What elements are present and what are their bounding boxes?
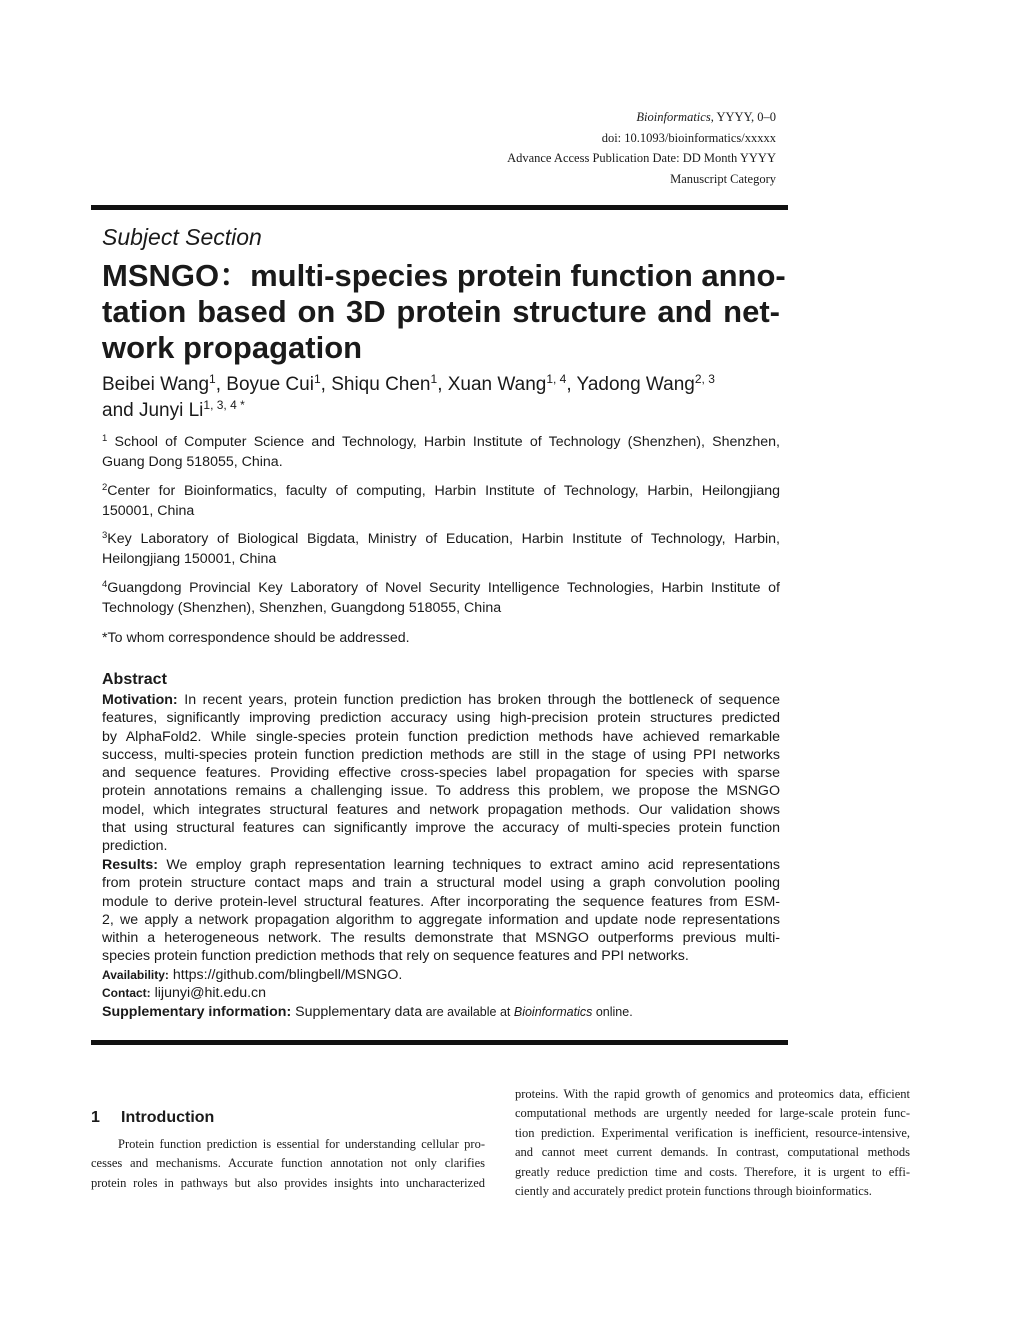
- availability-line: [102, 966, 780, 984]
- abstract-results: [102, 856, 780, 1002]
- author: and Junyi Li: [102, 400, 204, 421]
- affiliation-sup: 3: [102, 530, 108, 541]
- author: , Yadong Wang: [566, 374, 695, 395]
- author-line: [102, 372, 782, 398]
- availability-label: Availability:: [102, 967, 169, 982]
- title-line: tation based on 3D protein structure and net-: [102, 294, 780, 329]
- abstract-line: by AlphaFold2. While single-species protein function prediction methods have achieved remarkable: [102, 728, 780, 745]
- affiliation-line: [102, 432, 780, 452]
- bottom-rule: [91, 1040, 788, 1045]
- body-line: and cannot meet current demands. In contrast, computational methods: [515, 1145, 910, 1160]
- author: , Shiqu Chen: [320, 374, 431, 395]
- publication-date: Advance Access Publication Date: DD Month YYYY: [507, 151, 776, 165]
- abstract-heading: Abstract: [102, 671, 167, 688]
- affiliation-line: [102, 529, 780, 549]
- affiliation-line: 150001, China: [102, 503, 195, 519]
- paper-title: [102, 258, 786, 366]
- motivation-text: In recent years, protein function prediction has broken through the bottleneck of sequence: [177, 692, 780, 708]
- abstract-line: from protein structure contact maps and train a structural model using a graph convolution pooling: [102, 875, 780, 892]
- motivation-label: Motivation:: [102, 692, 178, 708]
- contact-label: Contact:: [102, 986, 151, 1001]
- body-line: Protein function prediction is essential for understanding cellular pro-: [118, 1137, 485, 1151]
- affiliation-line: Technology (Shenzhen), Shenzhen, Guangdong 518055, China: [102, 600, 502, 616]
- author-sup: 1, 4: [546, 372, 567, 386]
- author: , Boyue Cui: [215, 374, 314, 395]
- title-line: MSNGO：multi-species protein function anno-: [102, 258, 786, 293]
- affiliation-sup: 2: [102, 482, 108, 493]
- affiliation-text: Key Laboratory of Biological Bigdata, Ministry of Education, Harbin Institute of Technology, Harbin,: [107, 531, 780, 547]
- supplementary-tail: online.: [592, 1005, 633, 1019]
- body-line: proteins. With the rapid growth of genomics and proteomics data, efficient: [515, 1087, 910, 1101]
- intro-right-column: [515, 1085, 910, 1201]
- body-line: ciently and accurately predict protein functions through bioinformatics.: [515, 1184, 872, 1199]
- abstract-line: features, significantly improving prediction accuracy using high-precision protein structures predicted: [102, 710, 780, 727]
- affiliation-3: [102, 529, 780, 569]
- contact-email[interactable]: lijunyi@hit.edu.cn: [150, 985, 267, 1002]
- journal-header: [507, 107, 776, 189]
- top-rule: [91, 205, 788, 210]
- author-line: [102, 398, 782, 424]
- abstract-line: protein annotations remains a challenging issue. To address this problem, we propose the MSNGO: [102, 783, 780, 800]
- body-line: computational methods are urgently needed for large-scale protein func-: [515, 1106, 910, 1121]
- contact-line: [102, 984, 780, 1002]
- abstract-line: that using structural features can significantly improve the accuracy of multi-species protein function: [102, 820, 780, 837]
- affiliation-sup: 4: [102, 579, 108, 590]
- section-title: Introduction: [121, 1109, 215, 1126]
- affiliation-line: [102, 481, 780, 501]
- author: Beibei Wang: [102, 374, 210, 395]
- results-label: Results:: [102, 857, 158, 873]
- supplementary-tail: are available at: [422, 1005, 514, 1019]
- abstract-motivation: [102, 691, 780, 856]
- supplementary-journal: Bioinformatics: [513, 1005, 593, 1019]
- abstract-line: species protein function prediction methods that rely on sequence features and PPI networks.: [102, 948, 689, 965]
- supplementary-value: Supplementary data: [291, 1004, 423, 1020]
- supplementary-label: Supplementary information:: [102, 1004, 292, 1020]
- body-line: tion prediction. Experimental verification is inefficient, resource-intensive,: [515, 1125, 910, 1140]
- affiliation-4: [102, 578, 780, 618]
- intro-left-column: [91, 1135, 485, 1193]
- body-line: greatly reduce prediction time and costs. Therefore, it is urgent to effi-: [515, 1164, 910, 1179]
- intro-heading: [91, 1109, 214, 1127]
- author-sup: 2, 3: [694, 372, 715, 386]
- abstract-line: prediction.: [102, 838, 168, 855]
- abstract-line: within a heterogeneous network. The results demonstrate that MSNGO outperforms previous multi-: [102, 930, 780, 947]
- author-sup: 1, 3, 4 *: [203, 398, 245, 412]
- author-sup: 1: [313, 372, 321, 386]
- availability-link[interactable]: https://github.com/blingbell/MSNGO.: [168, 966, 403, 983]
- affiliation-text: Guangdong Provincial Key Laboratory of Novel Security Intelligence Technologies, Harbin Institute of: [107, 580, 780, 596]
- title-line: work propagation: [102, 330, 363, 365]
- author-list: [102, 372, 782, 424]
- affiliation-line: [102, 578, 780, 598]
- author-sup: 1: [430, 372, 438, 386]
- affiliation-line: Heilongjiang 150001, China: [102, 551, 277, 567]
- affiliation-line: Guang Dong 518055, China.: [102, 454, 283, 470]
- abstract-line: 2, we apply a network propagation algorithm to aggregate information and update node representations: [102, 911, 780, 928]
- subject-section: Subject Section: [102, 224, 262, 250]
- affiliation-text: School of Computer Science and Technology, Harbin Institute of Technology (Shenzhen), Shenzhen,: [107, 434, 780, 450]
- abstract-line: and sequence features. Providing effective cross-species label propagation for species with sparse: [102, 765, 780, 782]
- affiliation-text: Center for Bioinformatics, faculty of computing, Harbin Institute of Technology, Harbin, Heilongjiang: [107, 483, 780, 499]
- journal-issue: , YYYY, 0–0: [710, 110, 776, 124]
- journal-name: Bioinformatics: [636, 110, 711, 124]
- body-line: cesses and mechanisms. Accurate function annotation not only clarifies: [91, 1156, 485, 1171]
- author: , Xuan Wang: [437, 374, 547, 395]
- abstract-line: model, which integrates structural features and network propagation methods. Our validation shows: [102, 801, 780, 818]
- abstract-line: [102, 691, 780, 709]
- doi: doi: 10.1093/bioinformatics/xxxxx: [601, 130, 776, 145]
- manuscript-category: Manuscript Category: [670, 171, 776, 186]
- correspondence-note: *To whom correspondence should be addressed.: [102, 630, 410, 646]
- affiliation-2: [102, 481, 780, 521]
- affiliation-1: [102, 432, 780, 472]
- journal-citation: [507, 107, 776, 128]
- results-text: We employ graph representation learning techniques to extract amino acid representations: [157, 857, 780, 873]
- supplementary-line: [102, 1004, 633, 1020]
- body-line: protein roles in pathways but also provides insights into uncharacterized: [91, 1175, 485, 1190]
- affiliation-sup: 1: [102, 433, 108, 444]
- abstract-line: [102, 856, 780, 874]
- abstract-line: success, multi-species protein function prediction methods are still in the stage of using PPI networks: [102, 746, 780, 763]
- section-number: 1: [91, 1109, 100, 1126]
- author-sup: 1: [209, 372, 216, 386]
- abstract-line: module to derive protein-level structural features. After incorporating the sequence features from ESM-: [102, 893, 780, 910]
